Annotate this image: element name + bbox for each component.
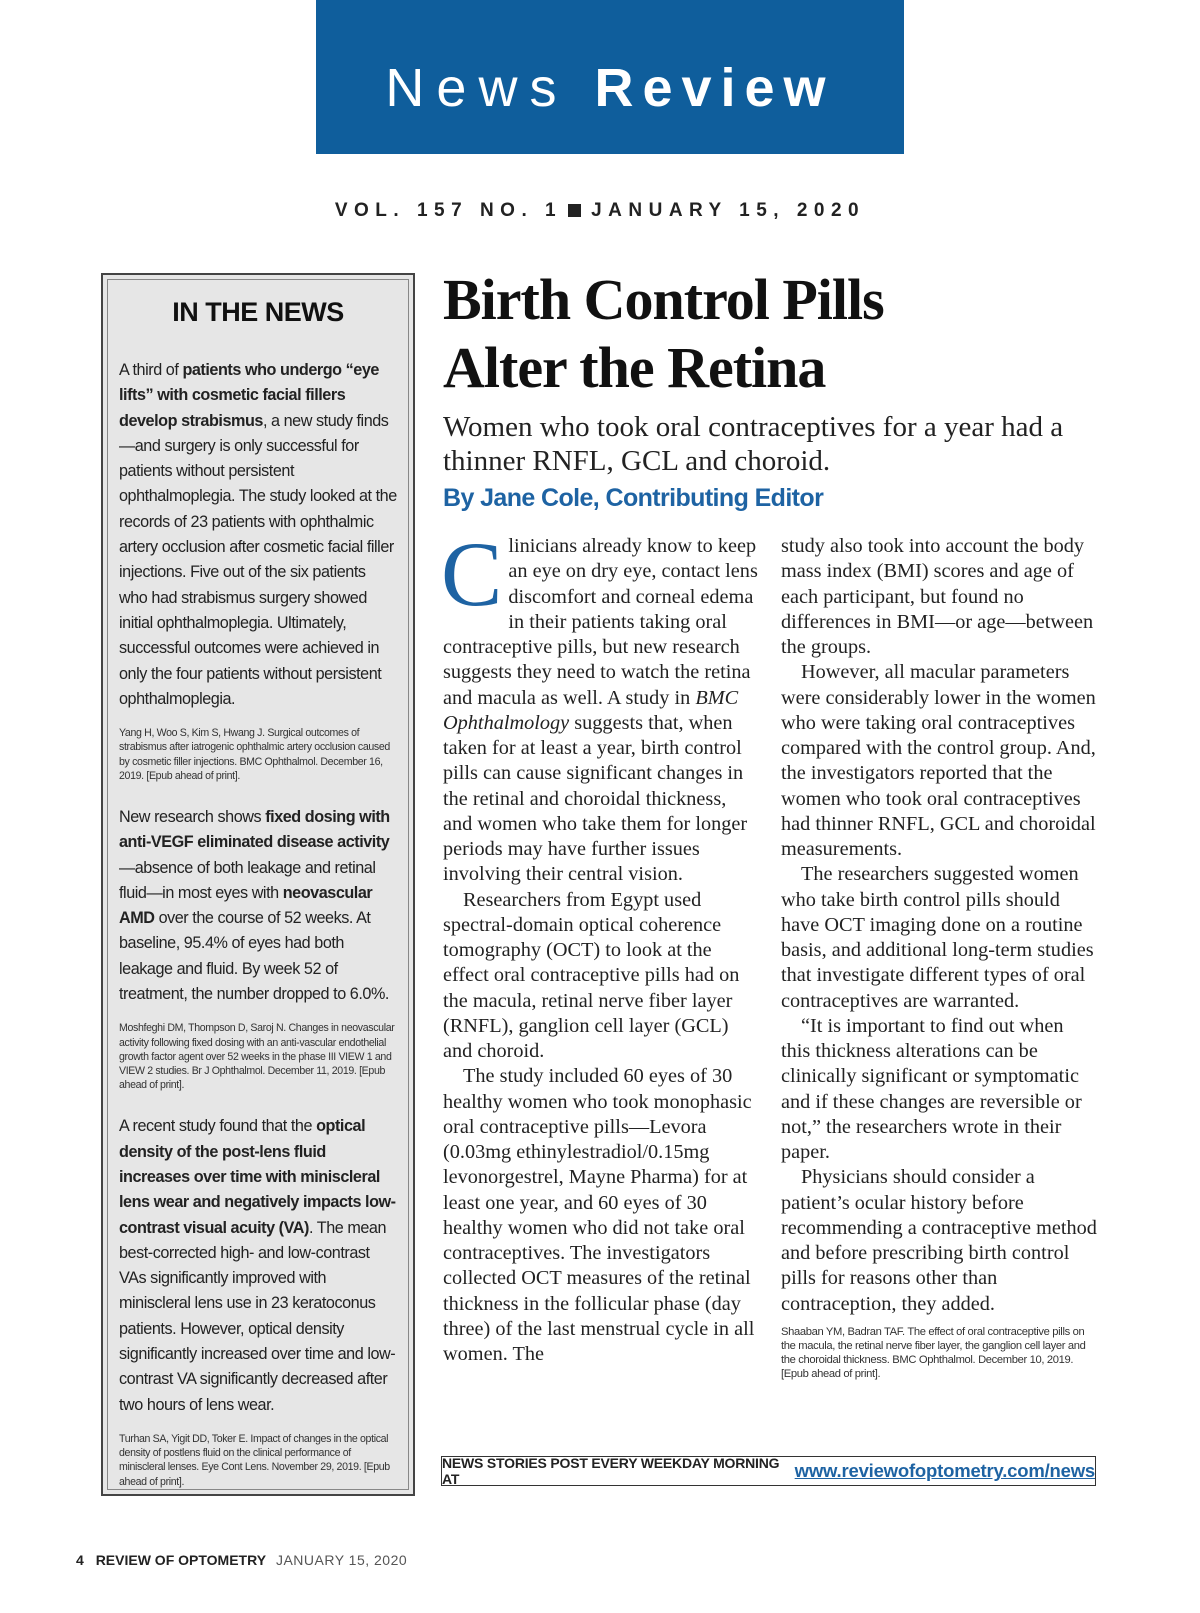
article-citation: Shaaban YM, Badran TAF. The effect of oral contraceptive pills on the macula, the retinal nerve fiber layer, the ganglion cell layer and the choroidal thickness. BMC Ophthalmol. December 10, 2019. [Epub ahead of print].	[781, 1325, 1086, 1381]
story-highlight: neovascular AMD	[119, 883, 373, 928]
paragraph-text: The study included 60 eyes of 30 healthy women who took monophasic oral contraceptive pills—Levora (0.03mg ethinylestradiol/0.15mg levonorgestrel, Mayne Pharma) for at least one year, and 60 eyes of 30 healthy women who did not take oral contraceptives. The investigators collected OCT measures of the retinal thickness in the follicular phase (day three) of the last menstrual cycle in all women. The	[443, 1065, 755, 1365]
sidebar-citation: Yang H, Woo S, Kim S, Hwang J. Surgical outcomes of strabismus after iatrogenic ophthalmic artery occlusion caused by cosmetic filler injections. BMC Ophthalmol. December 16, 2019. [Epub ahead of print].	[119, 727, 390, 782]
story-text: A recent study found that the	[119, 1117, 317, 1136]
journal-name: BMC Ophthalmology	[443, 686, 739, 734]
paragraph-text: Researchers from Egypt used spectral-domain optical coherence tomography (OCT) to look at the effect oral contraceptive pills had on the macula, retinal nerve fiber layer (RNFL), ganglion cell layer (GCL) and choroid.	[443, 888, 740, 1062]
masthead-banner	[316, 0, 904, 154]
article-paragraph: Physicians should consider a patient’s ocular history before recommending a contraceptive method and before prescribing birth control pills for reasons other than contraception, they added.	[781, 1166, 1097, 1315]
article-paragraph	[441, 523, 759, 888]
sidebar-story	[119, 805, 397, 1007]
issue-date: JANUARY 15, 2020	[591, 200, 866, 221]
story-highlight: fixed dosing with anti-VEGF eliminated disease activity	[119, 807, 390, 852]
sidebar-citation: Turhan SA, Yigit DD, Toker E. Impact of changes in the optical density of postlens fluid on the clinical performance of miniscleral lenses. Eye Cont Lens. November 29, 2019. [Epub ahead of print].	[119, 1432, 390, 1488]
story-highlight: optical density of the post-lens fluid increases over time with miniscleral lens wear and negatively impacts low-contrast visual acuity (VA)	[119, 1117, 396, 1237]
footer-date: JANUARY 15, 2020	[275, 1552, 408, 1568]
page-footer	[76, 1552, 407, 1568]
story-text: —absence of both leakage and retinal fluid—in most eyes with	[119, 858, 376, 902]
article-column-2	[781, 534, 1097, 1382]
issue-volume: VOL. 157 NO. 1	[334, 200, 563, 221]
banner-text: NEWS STORIES POST EVERY WEEKDAY MORNING AT	[442, 1455, 780, 1487]
story-text: New research shows	[119, 807, 266, 826]
masthead-word-review: Review	[594, 58, 835, 118]
sidebar-title: IN THE NEWS	[172, 297, 344, 327]
story-text: , a new study finds—and surgery is only successful for patients without persistent ophthalmoplegia. The study looked at the records of 23 patients with ophthalmic artery occlusion after cosmetic facial filler injections. Five out of the six patients who had strabismus surgery showed initial ophthalmoplegia. Ultimately, successful outcomes were achieved in only the four patients without persistent ophthalmoplegia.	[119, 411, 397, 708]
drop-cap: C	[441, 523, 503, 625]
story-text: A third of	[119, 361, 183, 379]
sidebar-stories	[119, 358, 397, 1489]
article-dek: Women who took oral contraceptives for a year had a thinner RNFL, GCL and choroid.	[443, 411, 1064, 477]
website-link[interactable]: www.reviewofoptometry.com/news	[794, 1460, 1095, 1481]
article-paragraph	[443, 1064, 759, 1367]
issue-line	[0, 200, 1200, 222]
article-column-1	[441, 523, 759, 1367]
headline-line-2: Alter the Retina	[443, 335, 826, 400]
article-paragraph: “It is important to find out when this thickness alterations can be clinically significant or symptomatic and if these changes are reversible or not,” the researchers wrote in their paper.	[781, 1014, 1082, 1163]
article-headline	[443, 266, 1123, 402]
paragraph-text: linicians already know to keep an eye on dry eye, contact lens discomfort and corneal edema in their patients taking oral contraceptive pills, but new research suggests they need to watch the retina and macula as well. A study in	[443, 535, 758, 709]
headline-line-1: Birth Control Pills	[443, 267, 884, 332]
news-stories-banner	[441, 1456, 1096, 1486]
article-byline: By Jane Cole, Contributing Editor	[443, 484, 824, 512]
sidebar-citation: Moshfeghi DM, Thompson D, Saroj N. Changes in neovascular activity following fixed dosing with an anti-vascular endothelial growth factor agent over 52 weeks in the phase III VIEW 1 and VIEW 2 studies. Br J Ophthalmol. December 11, 2019. [Epub ahead of print].	[119, 1022, 395, 1092]
page-number: 4	[76, 1552, 84, 1568]
magazine-name: REVIEW OF OPTOMETRY	[95, 1552, 267, 1568]
story-text: over the course of 52 weeks. At baseline, 95.4% of eyes had both leakage and fluid. By week 52 of treatment, the number dropped to 6.0%.	[119, 909, 389, 1004]
masthead-word-news: News	[385, 58, 569, 118]
article-paragraph: The researchers suggested women who take birth control pills should have OCT imaging done on a routine basis, and additional long-term studies that investigate different types of oral contraceptives are warranted.	[781, 863, 1094, 1012]
sidebar-story	[119, 1114, 397, 1418]
article-paragraph: However, all macular parameters were considerably lower in the women who were taking oral contraceptives compared with the control group. And, the investigators reported that the women who took oral contraceptives had thinner RNFL, GCL and choroidal measurements.	[781, 661, 1096, 860]
article-paragraph: study also took into account the body mass index (BMI) scores and age of each participant, but found no differences in BMI—or age—between the groups.	[781, 535, 1094, 658]
article-paragraph	[443, 888, 759, 1065]
sidebar-story	[119, 358, 397, 712]
square-separator-icon	[568, 204, 581, 217]
story-highlight: patients who undergo “eye lifts” with cosmetic facial fillers develop strabismus	[119, 361, 379, 430]
in-the-news-sidebar	[101, 273, 415, 1496]
story-text: . The mean best-corrected high- and low-contrast VAs significantly improved with miniscleral lens use in 23 keratoconus patients. However, optical density significantly increased over time and low-contrast VA significantly decreased after two hours of lens wear.	[119, 1218, 396, 1414]
paragraph-text: suggests that, when taken for at least a year, birth control pills can cause significant changes in the retinal and choroidal thickness, and women who take them for longer periods may have further issues involving their central vision.	[443, 711, 748, 886]
